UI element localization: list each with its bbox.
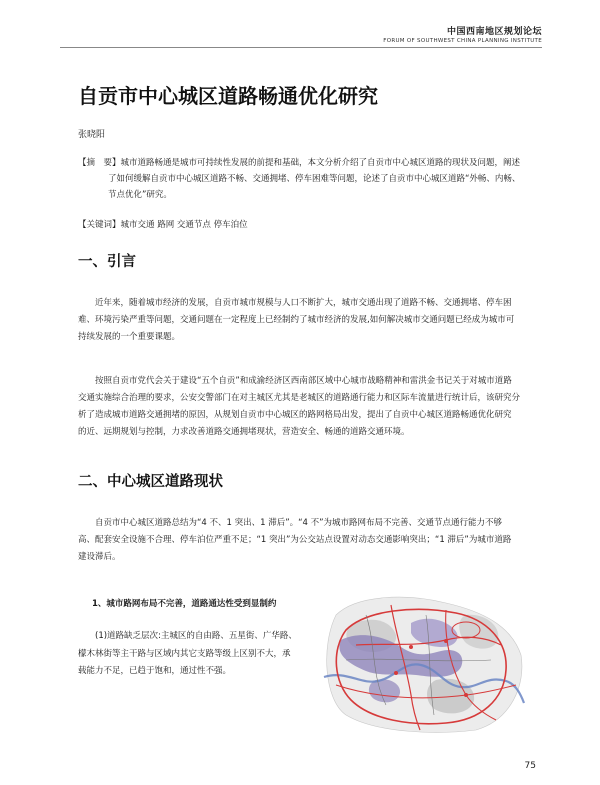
intro-paragraph-1 <box>78 295 538 346</box>
section-heading-introduction: 一、引言 <box>78 254 136 270</box>
paragraph-line: 难、环境污染严重等问题，交通问题在一定程度上已经制约了城市经济的发展,如何解决城市交通问题已经成为城市可 <box>78 315 515 325</box>
traffic-node <box>409 645 413 649</box>
paragraph-line: 建设滞后。 <box>78 552 121 562</box>
abstract-text-line: 城市道路畅通是城市可持续性发展的前提和基础，本文分析介绍了自贡市中心城区道路的现状及问题，阐述 <box>120 158 521 168</box>
paragraph-line: 近年来，随着城市经济的发展，自贡市城市规模与人口不断扩大，城市交通出现了道路不畅、交通拥堵、停车困 <box>95 298 512 308</box>
paragraph-line: 的近、远期规划与控制，力求改善道路交通拥堵现状，营造安全、畅通的道路交通环境。 <box>78 427 410 437</box>
road-status-paragraph <box>78 515 538 566</box>
road-hierarchy-paragraph <box>78 628 310 681</box>
abstract-text-line: 节点优化”研究。 <box>108 190 172 200</box>
journal-header <box>383 24 542 44</box>
keywords-text: 城市交通 路网 交通节点 停车泊位 <box>120 220 248 230</box>
intro-paragraph-2 <box>78 373 538 441</box>
paragraph-line: (1)道路缺乏层次:主城区的自由路、五星街、广华路、 <box>95 631 297 641</box>
author-name: 张晓阳 <box>78 130 106 140</box>
journal-name-en: FORUM OF SOUTHWEST CHINA PLANNING INSTITUTE <box>383 38 542 44</box>
section-heading-road-status: 二、中心城区道路现状 <box>78 474 223 490</box>
header-divider <box>60 47 542 48</box>
traffic-node <box>444 639 448 643</box>
paragraph-line: 持续发展的一个重要课题。 <box>78 332 181 342</box>
keywords-label: 【关键词】 <box>78 220 121 230</box>
page-number: 75 <box>524 761 536 771</box>
road-network-map-figure <box>316 585 526 735</box>
paragraph-line: 析了造成城市道路交通拥堵的原因，从规划自贡市中心城区的路网格局出发，提出了自贡中心城区道路畅通优化研究 <box>78 410 512 420</box>
keywords-block <box>78 218 248 230</box>
traffic-node <box>464 693 468 697</box>
traffic-node <box>394 671 398 675</box>
article-title: 自贡市中心城区道路畅通优化研究 <box>78 84 378 108</box>
abstract-label: 【摘 要】 <box>78 158 121 168</box>
subsection-heading: 1、城市路网布局不完善，道路通达性受到显制约 <box>92 599 277 609</box>
paragraph-line: 按照自贡市党代会关于建设“五个自贡”和成渝经济区西南部区域中心城市战略精神和雷洪金书记关于对城市道路 <box>95 376 512 386</box>
journal-name-cn: 中国西南地区规划论坛 <box>446 27 542 37</box>
abstract-text-line: 了如何缓解自贡市中心城区道路不畅、交通拥堵、停车困难等问题，论述了自贡市中心城区道路“外畅、内畅、 <box>108 174 521 184</box>
paragraph-line: 载能力不足，已趋于饱和，通过性不强。 <box>78 666 232 676</box>
abstract-line <box>78 155 533 171</box>
paragraph-line: 自贡市中心城区道路总结为“4 不、1 突出、1 滞后”。“4 不”为城市路网布局不完善、交通节点通行能力不够 <box>95 518 503 528</box>
paragraph-line: 交通实施综合治理的要求，公安交警部门在对主城区尤其是老城区的道路通行能力和区际车流量进行统计后，该研究分 <box>78 393 521 403</box>
paragraph-line: 高、配套安全设施不合理、停车泊位严重不足；“1 突出”为公交站点设置对动态交通影响突出；“1 滞后”为城市道路 <box>78 535 512 545</box>
paragraph-line: 檬木林街等主干路与区域内其它支路等级上区别不大，承 <box>78 648 291 659</box>
abstract-block <box>78 155 533 203</box>
